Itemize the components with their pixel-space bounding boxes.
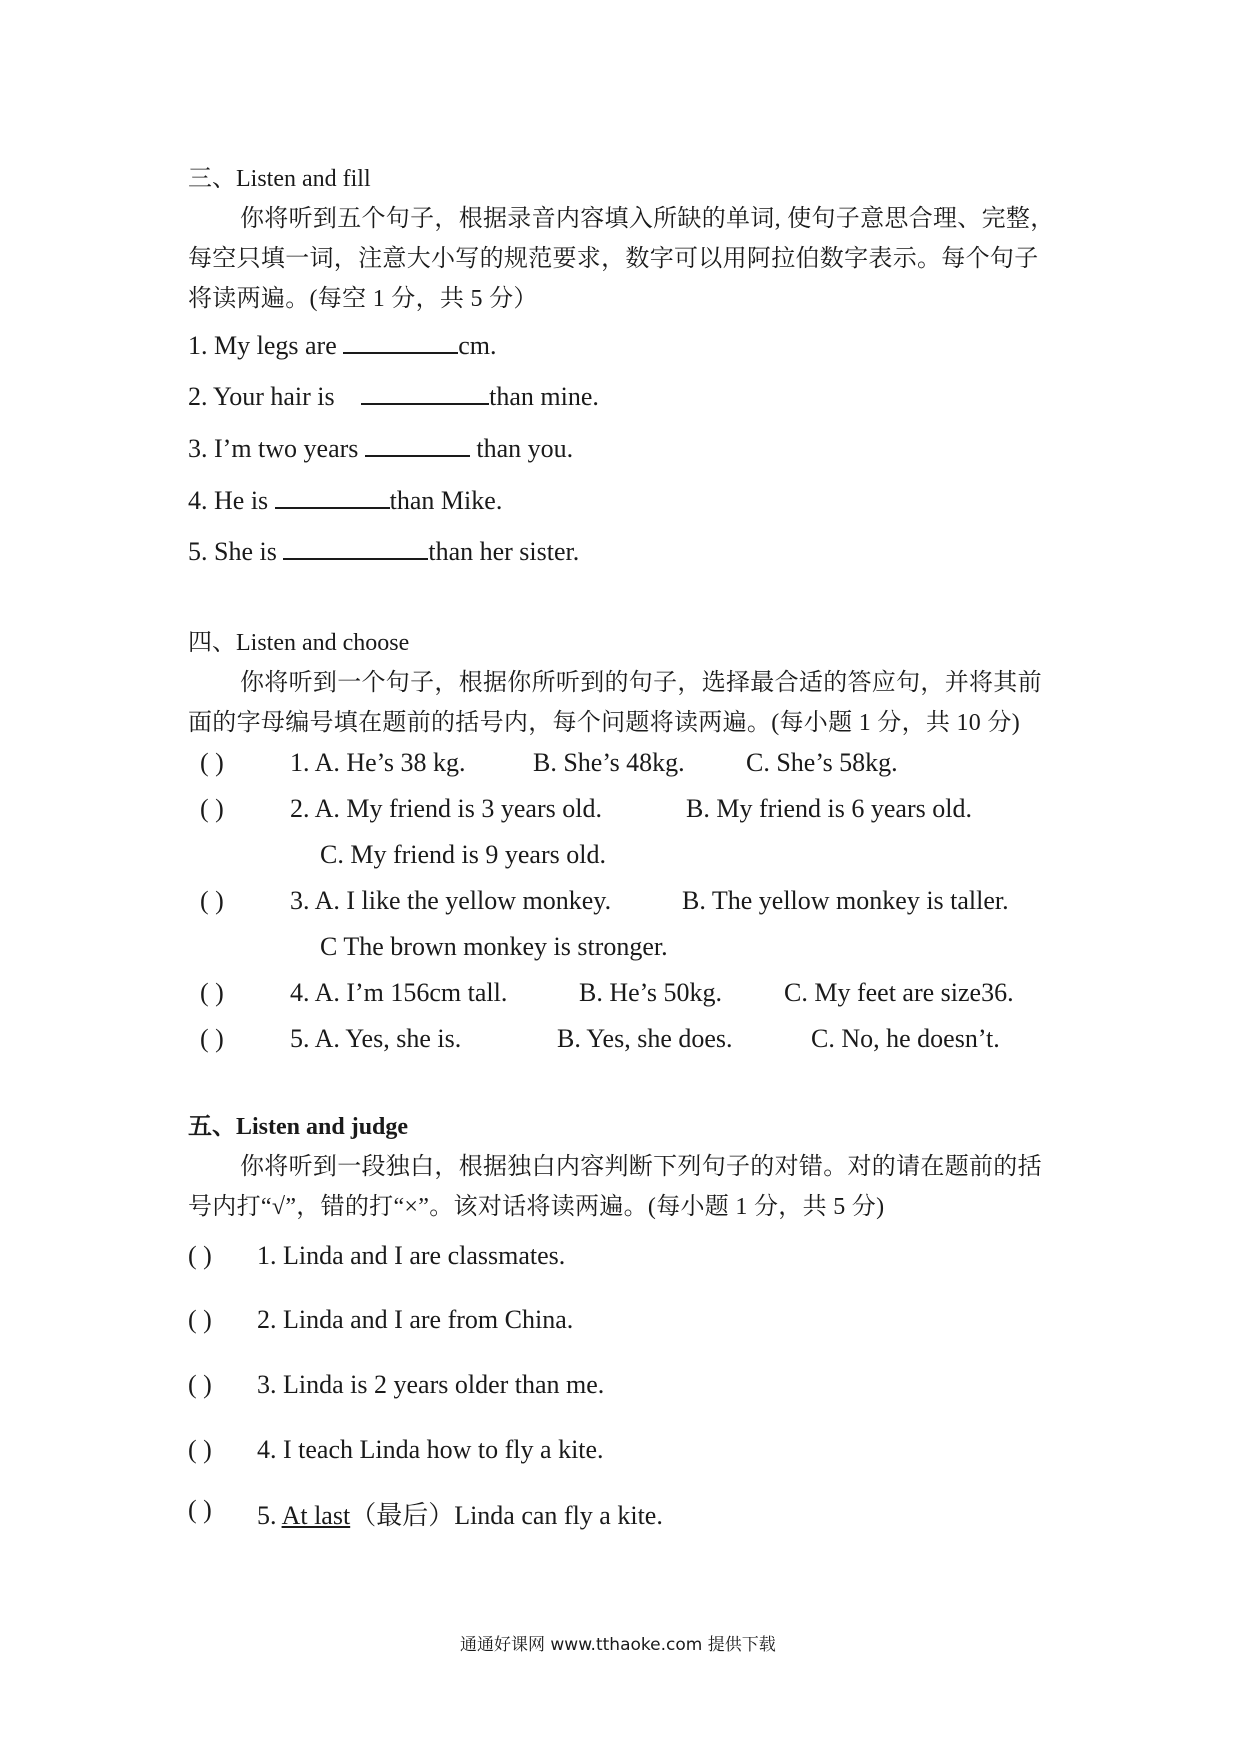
section-3-instruction-line: 你将听到五个句子，根据录音内容填入所缺的单词, 使句子意思合理、完整，	[240, 206, 1055, 232]
question-text: cm.	[458, 331, 497, 360]
section-4-instruction-line: 面的字母编号填在题前的括号内，每个问题将读两遍。(每小题 1 分，共 10 分)	[188, 710, 1020, 736]
fill-question-2	[188, 381, 599, 412]
underlined-phrase: At last	[281, 1501, 351, 1530]
choice-c: C. She’s 58kg.	[746, 748, 898, 777]
question-text: 4. He is	[188, 486, 275, 515]
answer-blank[interactable]	[275, 485, 390, 509]
answer-blank[interactable]	[343, 330, 458, 354]
judge-statement: 1. Linda and I are classmates.	[257, 1241, 566, 1270]
section-5-instruction-line: 号内打“√”，错的打“×”。该对话将读两遍。(每小题 1 分，共 5 分)	[188, 1194, 885, 1220]
fill-question-1	[188, 330, 497, 361]
answer-paren[interactable]: ( )	[200, 748, 224, 777]
answer-paren[interactable]: ( )	[188, 1241, 212, 1270]
question-text: than Mike.	[389, 486, 503, 515]
answer-paren[interactable]: ( )	[200, 1024, 224, 1053]
fill-question-5	[188, 536, 579, 567]
answer-paren[interactable]: ( )	[200, 978, 224, 1007]
choice-a: 2. A. My friend is 3 years old.	[290, 794, 602, 823]
judge-statement: 3. Linda is 2 years older than me.	[257, 1370, 605, 1399]
choice-c: C The brown monkey is stronger.	[320, 932, 668, 961]
choice-b: B. My friend is 6 years old.	[686, 794, 972, 823]
answer-paren[interactable]: ( )	[188, 1495, 212, 1524]
section-4-instruction-line: 你将听到一个句子，根据你所听到的句子，选择最合适的答应句，并将其前	[240, 670, 1042, 696]
answer-blank[interactable]	[361, 381, 489, 405]
choice-c: C. My friend is 9 years old.	[320, 840, 606, 869]
question-text: 5. She is	[188, 537, 284, 566]
fill-question-3	[188, 433, 573, 464]
answer-paren[interactable]: ( )	[200, 886, 224, 915]
choice-b: B. The yellow monkey is taller.	[682, 886, 1009, 915]
choice-b: B. Yes, she does.	[557, 1024, 733, 1053]
chinese-note: （最后）	[350, 1501, 455, 1530]
answer-blank[interactable]	[365, 433, 470, 457]
section-4-heading: 四、Listen and choose	[188, 630, 410, 656]
choice-b: B. He’s 50kg.	[579, 978, 722, 1007]
choice-a: 1. A. He’s 38 kg.	[290, 748, 466, 777]
section-3-heading: 三、Listen and fill	[188, 166, 371, 192]
choice-a: 3. A. I like the yellow monkey.	[290, 886, 612, 915]
fill-question-4	[188, 485, 502, 516]
question-text: than you.	[469, 434, 574, 463]
judge-statement: 4. I teach Linda how to fly a kite.	[257, 1435, 604, 1464]
choice-a: 4. A. I’m 156cm tall.	[290, 978, 508, 1007]
section-5-heading: 五、Listen and judge	[188, 1114, 409, 1140]
footer-source: 通通好课网 www.tthaoke.com 提供下载	[460, 1635, 776, 1655]
answer-paren[interactable]: ( )	[188, 1305, 212, 1334]
question-text: 1. My legs are	[188, 331, 344, 360]
section-5-instruction-line: 你将听到一段独白，根据独白内容判断下列句子的对错。对的请在题前的括	[240, 1154, 1042, 1180]
answer-paren[interactable]: ( )	[188, 1370, 212, 1399]
question-text: than mine.	[489, 382, 599, 411]
question-text: 2. Your hair is	[188, 382, 342, 411]
section-3-instruction-line: 将读两遍。(每空 1 分，共 5 分）	[188, 286, 538, 312]
judge-statement	[257, 1495, 663, 1532]
answer-paren[interactable]: ( )	[188, 1435, 212, 1464]
section-3-instruction-line: 每空只填一词，注意大小写的规范要求，数字可以用阿拉伯数字表示。每个句子	[188, 246, 1039, 272]
statement-rest: Linda can fly a kite.	[454, 1501, 663, 1530]
question-text: 3. I’m two years	[188, 434, 365, 463]
choice-b: B. She’s 48kg.	[533, 748, 685, 777]
answer-paren[interactable]: ( )	[200, 794, 224, 823]
question-text: than her sister.	[428, 537, 580, 566]
choice-c: C. No, he doesn’t.	[811, 1024, 1000, 1053]
answer-blank[interactable]	[283, 536, 428, 560]
choice-a: 5. A. Yes, she is.	[290, 1024, 462, 1053]
choice-c: C. My feet are size36.	[784, 978, 1014, 1007]
judge-statement: 2. Linda and I are from China.	[257, 1305, 574, 1334]
item-number: 5.	[257, 1501, 282, 1530]
